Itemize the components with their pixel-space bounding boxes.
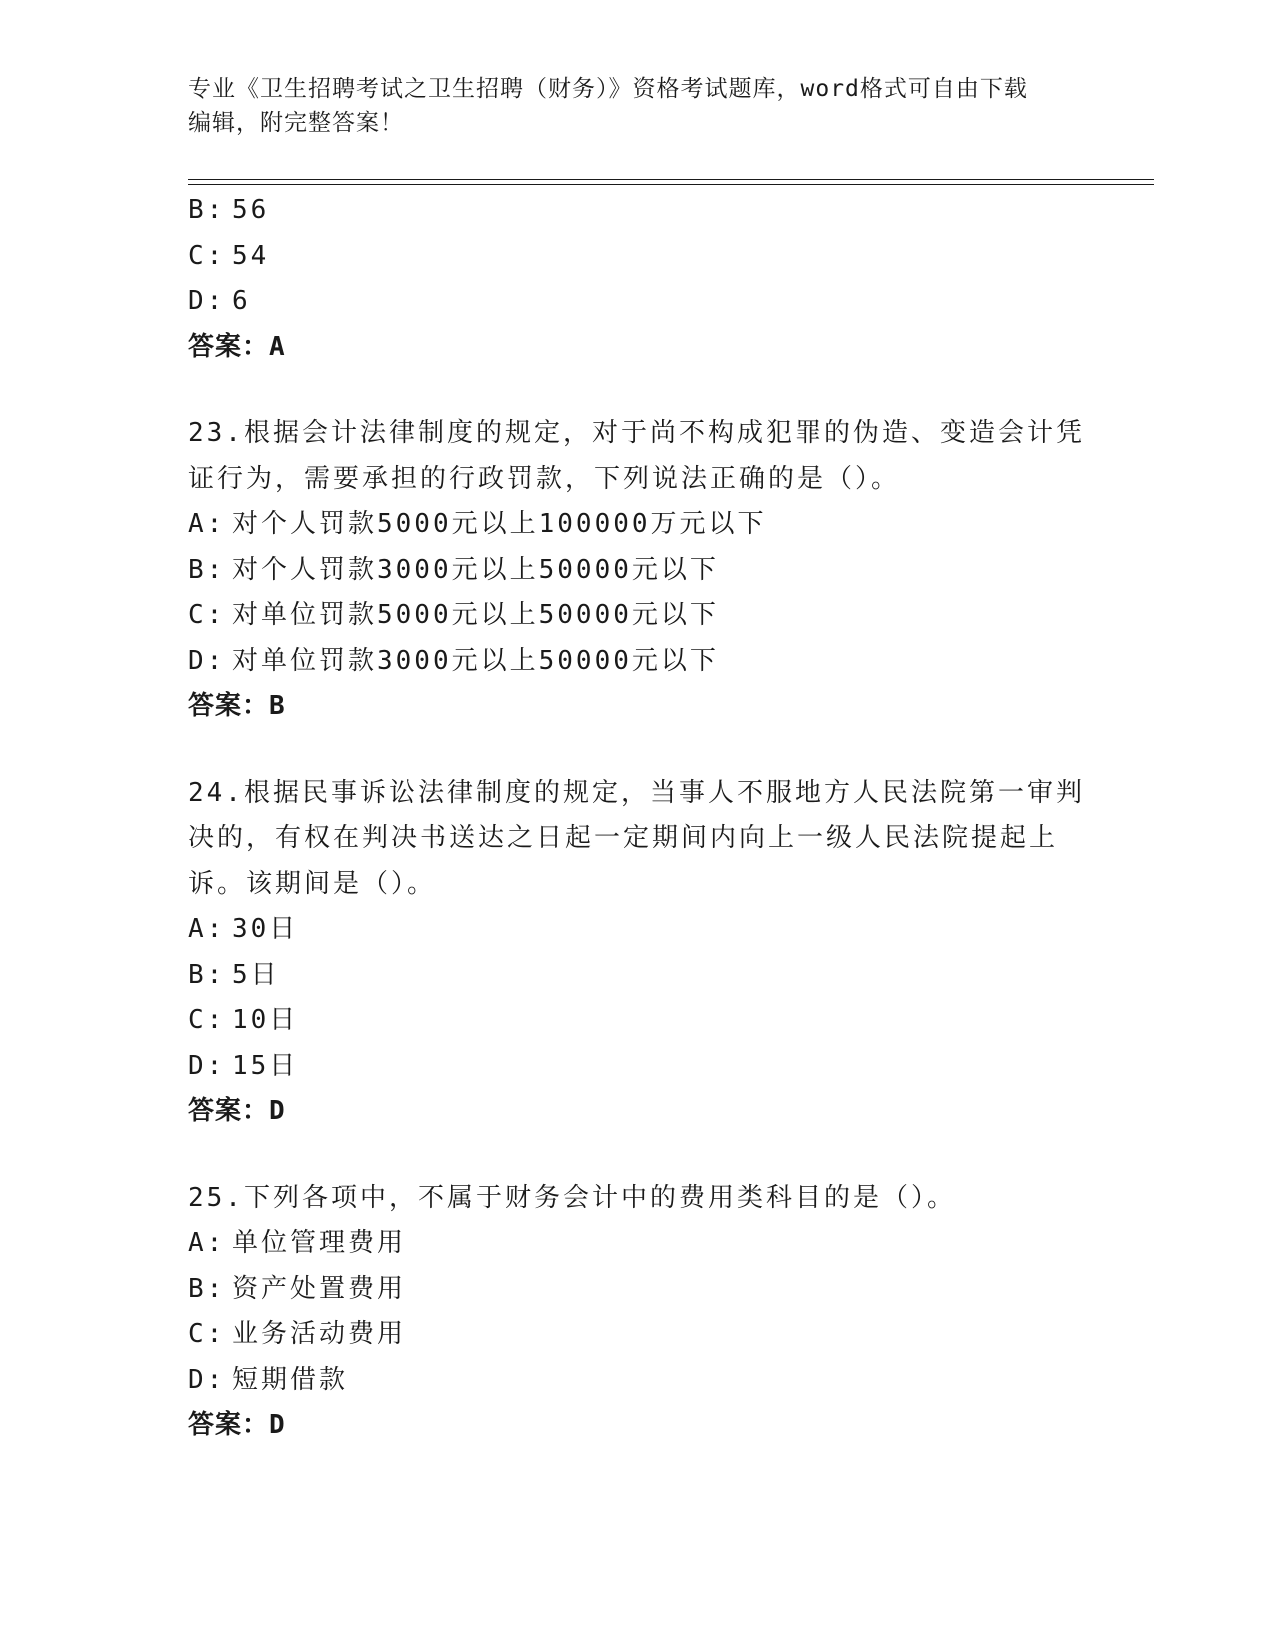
question-24 (188, 771, 1088, 1135)
option-label: D: (188, 1050, 226, 1081)
option-label: A: (188, 509, 226, 539)
question-list (188, 188, 1088, 1449)
question-stem-line: 23.根据会计法律制度的规定，对于尚不构成犯罪的伪造、变造会计凭 (188, 418, 1085, 448)
question-spacer (188, 730, 1088, 771)
option-text: 单位管理费用 (232, 1228, 407, 1258)
option-text: 30日 (232, 914, 299, 944)
option-c (188, 1312, 1088, 1358)
option-d (188, 1044, 1088, 1090)
question-spacer (188, 1135, 1088, 1176)
question-stem-line: 25.下列各项中，不属于财务会计中的费用类科目的是（）。 (188, 1182, 956, 1213)
answer-line: 答案：B (188, 691, 286, 721)
question-stem-line: 决的，有权在判决书送达之日起一定期间内向上一级人民法院提起上 (188, 823, 1059, 853)
option-d (188, 279, 1088, 325)
option-label: A: (188, 1228, 226, 1258)
option-text: 短期借款 (232, 1364, 349, 1395)
option-a (188, 502, 1088, 548)
question-stem-line: 证行为，需要承担的行政罚款，下列说法正确的是（）。 (188, 463, 901, 494)
option-label: B: (188, 959, 226, 990)
option-b (188, 548, 1088, 594)
option-label: D: (188, 286, 226, 316)
option-label: B: (188, 195, 226, 225)
option-text: 54 (232, 240, 270, 271)
option-label: D: (188, 645, 226, 676)
option-label: A: (188, 914, 226, 944)
option-label: C: (188, 1319, 226, 1349)
question-22-continued (188, 188, 1088, 370)
option-label: C: (188, 1005, 226, 1035)
option-text: 业务活动费用 (232, 1319, 407, 1349)
option-a (188, 1221, 1088, 1267)
option-b (188, 188, 1088, 234)
option-text: 56 (232, 195, 270, 225)
question-stem-line: 诉。该期间是（）。 (188, 868, 437, 899)
option-text: 资产处置费用 (232, 1273, 407, 1304)
header-divider-bottom (188, 184, 1154, 185)
question-23 (188, 411, 1088, 730)
option-text: 对单位罚款5000元以上50000元以下 (232, 600, 719, 630)
option-text: 5日 (232, 959, 280, 990)
option-a (188, 907, 1088, 953)
option-text: 对单位罚款3000元以上50000元以下 (232, 645, 719, 676)
option-text: 15日 (232, 1050, 299, 1081)
option-label: B: (188, 554, 226, 585)
option-c (188, 998, 1088, 1044)
option-c (188, 234, 1088, 280)
option-d (188, 639, 1088, 685)
option-text: 6 (232, 286, 251, 316)
header-line-1: 专业《卫生招聘考试之卫生招聘（财务）》资格考试题库，word格式可自由下载 (188, 76, 1028, 102)
answer-line: 答案：D (188, 1410, 286, 1440)
option-text: 10日 (232, 1005, 299, 1035)
answer-line: 答案：D (188, 1096, 286, 1126)
header-divider-top (188, 179, 1154, 180)
option-label: C: (188, 240, 226, 271)
question-spacer (188, 370, 1088, 411)
option-d (188, 1358, 1088, 1404)
option-label: D: (188, 1364, 226, 1395)
option-label: B: (188, 1273, 226, 1304)
option-b (188, 1267, 1088, 1313)
question-stem-line: 24.根据民事诉讼法律制度的规定，当事人不服地方人民法院第一审判 (188, 777, 1085, 808)
option-c (188, 593, 1088, 639)
option-text: 对个人罚款5000元以上100000万元以下 (232, 509, 767, 539)
option-text: 对个人罚款3000元以上50000元以下 (232, 554, 719, 585)
page-header (188, 72, 1088, 140)
option-b (188, 953, 1088, 999)
question-25 (188, 1176, 1088, 1449)
header-line-2: 编辑，附完整答案！ (188, 110, 404, 136)
option-label: C: (188, 600, 226, 630)
answer-line: 答案：A (188, 331, 286, 362)
